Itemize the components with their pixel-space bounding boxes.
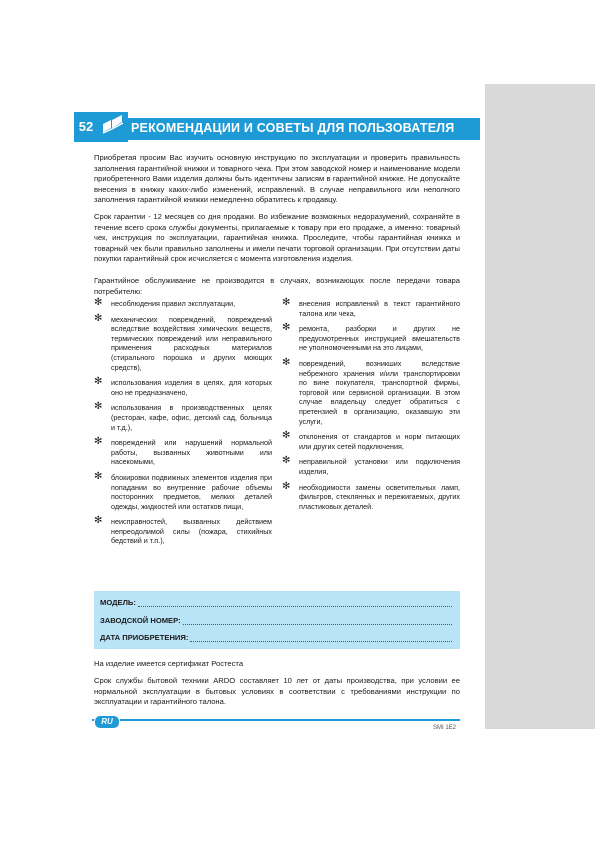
page-title: РЕКОМЕНДАЦИИ И СОВЕТЫ ДЛЯ ПОЛЬЗОВАТЕЛЯ [131, 121, 455, 135]
asterisk-bullet-icon: ✻ [94, 401, 103, 413]
book-icon [98, 112, 128, 142]
serial-number-field[interactable] [100, 616, 452, 625]
asterisk-bullet-icon: ✻ [282, 430, 291, 442]
list-item: ✻ повреждений, возникших вследствие небрежного хранения и/или транспортировки по вине покупателя, транспортной фирмы, торговой или сервисной организации. В этом случае владельцу следует обратиться с претензией в организацию, оказавшую эти услуги, [282, 356, 460, 426]
conditions-right-column [282, 299, 460, 517]
asterisk-bullet-icon: ✻ [282, 356, 291, 368]
model-code: SMI 1E2 [433, 725, 457, 731]
conditions-left-column [94, 299, 272, 552]
list-item: ✻ неисправностей, вызванных действием непреодолимой силы (пожара, стихийных бедствий и т.п.), [94, 515, 272, 546]
list-item: ✻ механических повреждений, повреждений вследствие воздействия химических веществ, термических повреждений или неправильного применения расходных материалов (стирального порошка и других моющих средств), [94, 312, 272, 372]
language-badge: RU [94, 715, 120, 729]
list-item: ✻ неправильной установки или подключения изделия, [282, 455, 460, 476]
list-item: ✻ необходимости замены осветительных ламп, фильтров, стеклянных и пережигаемых, других пластиковых деталей. [282, 480, 460, 511]
purchase-info-form [94, 591, 460, 649]
list-item: ✻ отклонения от стандартов и норм питающих или других сетей подключения, [282, 430, 460, 451]
asterisk-bullet-icon: ✻ [94, 297, 103, 308]
list-item: ✻ внесения исправлений в текст гарантийного талона или чека, [282, 297, 460, 318]
asterisk-bullet-icon: ✻ [282, 297, 291, 308]
list-item: ✻ несоблюдения правил эксплуатации, [94, 297, 236, 308]
intro-paragraph: Приобретая просим Вас изучить основную инструкцию по эксплуатации и проверить правильность заполнения гарантийной книжки и товарного чека. При этом заводской номер и наименование модели приобретенного Вами изделия должны быть идентичны записям в гарантийной книжке. Не допускайте внесения в книжку каких-либо изменений, исправлений. В случае неправильного или неполного заполнения гарантийной книжки немедленно обратитесь к продавцу. [94, 153, 460, 205]
asterisk-bullet-icon: ✻ [94, 312, 103, 324]
model-field[interactable] [100, 598, 452, 607]
asterisk-bullet-icon: ✻ [94, 515, 103, 527]
serial-number-label: ЗАВОДСКОЙ НОМЕР: [100, 616, 181, 625]
list-item: ✻ использования в производственных целях (ресторан, кафе, офис, детский сад, больница и т.д.), [94, 401, 272, 432]
model-line[interactable] [138, 599, 452, 607]
service-life-paragraph: Срок службы бытовой техники ARDO составляет 10 лет от даты производства, при условии ее нормальной эксплуатации в бытовых условиях в соответствии с требованиями инструкции по эксплуатации и гарантийного талона. [94, 676, 460, 707]
certificate-note: На изделие имеется сертификат Ростеста [94, 659, 244, 668]
model-label: МОДЕЛЬ: [100, 598, 136, 607]
page-number: 52 [74, 112, 98, 142]
warranty-paragraph: Срок гарантии - 12 месяцев со дня продажи. Во избежание возможных недоразумений, сохраняйте в течение всего срока службы документы, прилагаемые к товару при его продаже, а именно: товарный чек, инструкция по эксплуатации, гарантийная книжка. Проследите, чтобы гарантийная книжка и товарный чек были правильно заполнены и имели печати торговой организации. При отсутствии даты покупки гарантийный срок исчисляется с момента изготовления изделия. [94, 212, 460, 264]
list-item: ✻ блокировки подвижных элементов изделия при попадании во внутренние рабочие объемы посторонних предметов, мелких деталей одежды, жидкостей или остатков пищи, [94, 470, 272, 511]
asterisk-bullet-icon: ✻ [282, 322, 291, 334]
list-item: ✻ повреждений или нарушений нормальной работы, вызванных животными или насекомыми, [94, 436, 272, 467]
list-item: ✻ использования изделия в целях, для которых оно не предназначено, [94, 376, 272, 397]
asterisk-bullet-icon: ✻ [282, 455, 291, 467]
footer-divider [92, 719, 460, 721]
asterisk-bullet-icon: ✻ [94, 470, 103, 482]
purchase-date-field[interactable] [100, 633, 452, 642]
asterisk-bullet-icon: ✻ [94, 436, 103, 448]
purchase-date-line[interactable] [190, 634, 452, 642]
asterisk-bullet-icon: ✻ [94, 376, 103, 388]
side-margin-bar [485, 84, 595, 729]
purchase-date-label: ДАТА ПРИОБРЕТЕНИЯ: [100, 633, 189, 642]
service-intro-paragraph: Гарантийное обслуживание не производится в случаях, возникающих после передачи товара потребителю: [94, 276, 460, 296]
list-item: ✻ ремонта, разборки и других не предусмотренных инструкцией вмешательств не уполномоченными на это лицами, [282, 322, 460, 353]
asterisk-bullet-icon: ✻ [282, 480, 291, 492]
serial-number-line[interactable] [183, 617, 452, 625]
